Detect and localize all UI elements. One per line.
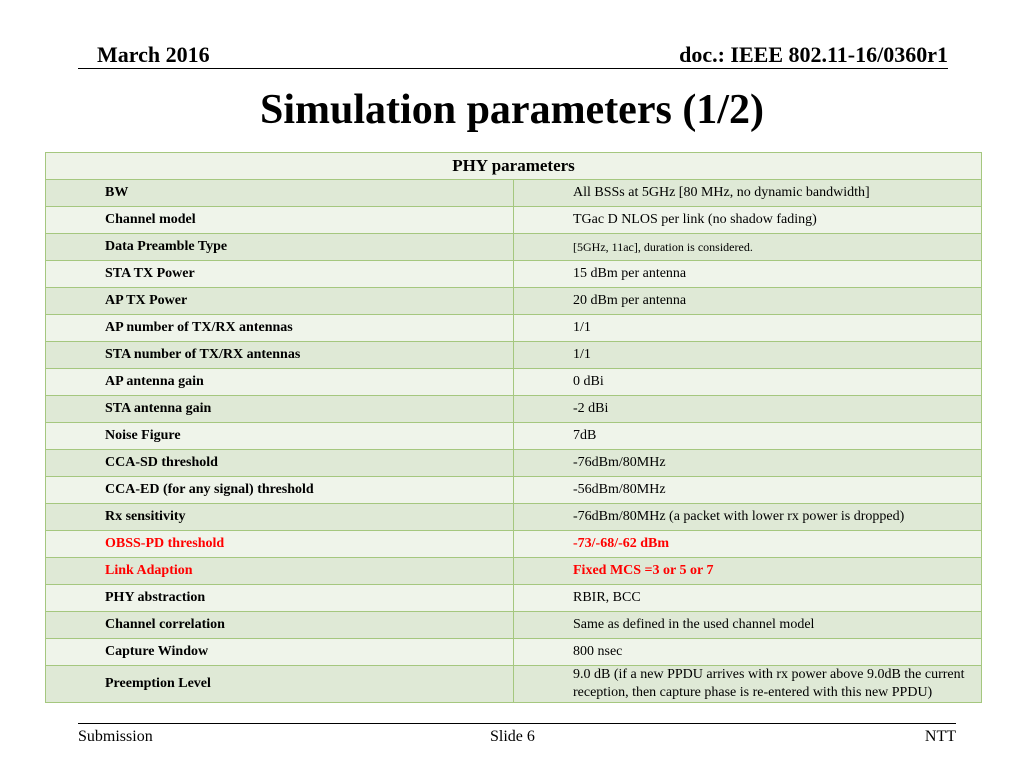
param-value: -2 dBi	[514, 396, 982, 423]
table-row	[46, 396, 982, 423]
table-row	[46, 234, 982, 261]
param-name: BW	[46, 180, 514, 207]
header-date: March 2016	[97, 42, 210, 67]
param-value: 15 dBm per antenna	[514, 261, 982, 288]
param-value: 7dB	[514, 423, 982, 450]
param-name: STA number of TX/RX antennas	[46, 342, 514, 369]
table-row	[46, 450, 982, 477]
param-value: -73/-68/-62 dBm	[514, 531, 982, 558]
param-value: 1/1	[514, 342, 982, 369]
footer-submission: Submission	[78, 728, 153, 745]
param-value: 800 nsec	[514, 639, 982, 666]
param-value: TGac D NLOS per link (no shadow fading)	[514, 207, 982, 234]
param-name: STA antenna gain	[46, 396, 514, 423]
table-row	[46, 342, 982, 369]
footer-divider	[78, 723, 956, 724]
header-doc-id: doc.: IEEE 802.11-16/0360r1	[679, 42, 948, 67]
param-name: Channel correlation	[46, 612, 514, 639]
slide-title: Simulation parameters (1/2)	[260, 87, 764, 133]
param-name: Data Preamble Type	[46, 234, 514, 261]
table-row	[46, 207, 982, 234]
footer-slide-number: Slide 6	[490, 728, 535, 745]
param-name: Rx sensitivity	[46, 504, 514, 531]
param-value: Fixed MCS =3 or 5 or 7	[514, 558, 982, 585]
table-row-highlighted	[46, 531, 982, 558]
param-name: Capture Window	[46, 639, 514, 666]
param-name: AP antenna gain	[46, 369, 514, 396]
table-row	[46, 288, 982, 315]
table-row	[46, 477, 982, 504]
param-name: CCA-SD threshold	[46, 450, 514, 477]
table-heading-row	[46, 153, 982, 180]
table-heading: PHY parameters	[46, 153, 982, 180]
param-value: Same as defined in the used channel model	[514, 612, 982, 639]
table-row	[46, 666, 982, 703]
footer-organization: NTT	[924, 728, 956, 745]
header-divider	[78, 68, 948, 69]
param-name: Preemption Level	[46, 666, 514, 703]
table-row	[46, 504, 982, 531]
param-name: AP TX Power	[46, 288, 514, 315]
param-value: RBIR, BCC	[514, 585, 982, 612]
param-value: -76dBm/80MHz	[514, 450, 982, 477]
param-name: CCA-ED (for any signal) threshold	[46, 477, 514, 504]
param-value: -56dBm/80MHz	[514, 477, 982, 504]
table-row	[46, 180, 982, 207]
table-row	[46, 261, 982, 288]
table-row-highlighted	[46, 558, 982, 585]
param-name: PHY abstraction	[46, 585, 514, 612]
param-value: All BSSs at 5GHz [80 MHz, no dynamic bandwidth]	[514, 180, 982, 207]
param-name: OBSS-PD threshold	[46, 531, 514, 558]
param-value: 9.0 dB (if a new PPDU arrives with rx power above 9.0dB the current reception, then capture phase is re-entered with this new PPDU)	[514, 666, 982, 703]
param-name: AP number of TX/RX antennas	[46, 315, 514, 342]
param-value: [5GHz, 11ac], duration is considered.	[514, 234, 982, 261]
param-name: Channel model	[46, 207, 514, 234]
param-name: STA TX Power	[46, 261, 514, 288]
param-value: 0 dBi	[514, 369, 982, 396]
param-value: 20 dBm per antenna	[514, 288, 982, 315]
table-row	[46, 639, 982, 666]
table-row	[46, 423, 982, 450]
table-row	[46, 315, 982, 342]
param-name: Link Adaption	[46, 558, 514, 585]
table-row	[46, 612, 982, 639]
table-row	[46, 585, 982, 612]
param-name: Noise Figure	[46, 423, 514, 450]
param-value: -76dBm/80MHz (a packet with lower rx power is dropped)	[514, 504, 982, 531]
table-row	[46, 369, 982, 396]
phy-parameters-table	[45, 152, 982, 703]
param-value: 1/1	[514, 315, 982, 342]
